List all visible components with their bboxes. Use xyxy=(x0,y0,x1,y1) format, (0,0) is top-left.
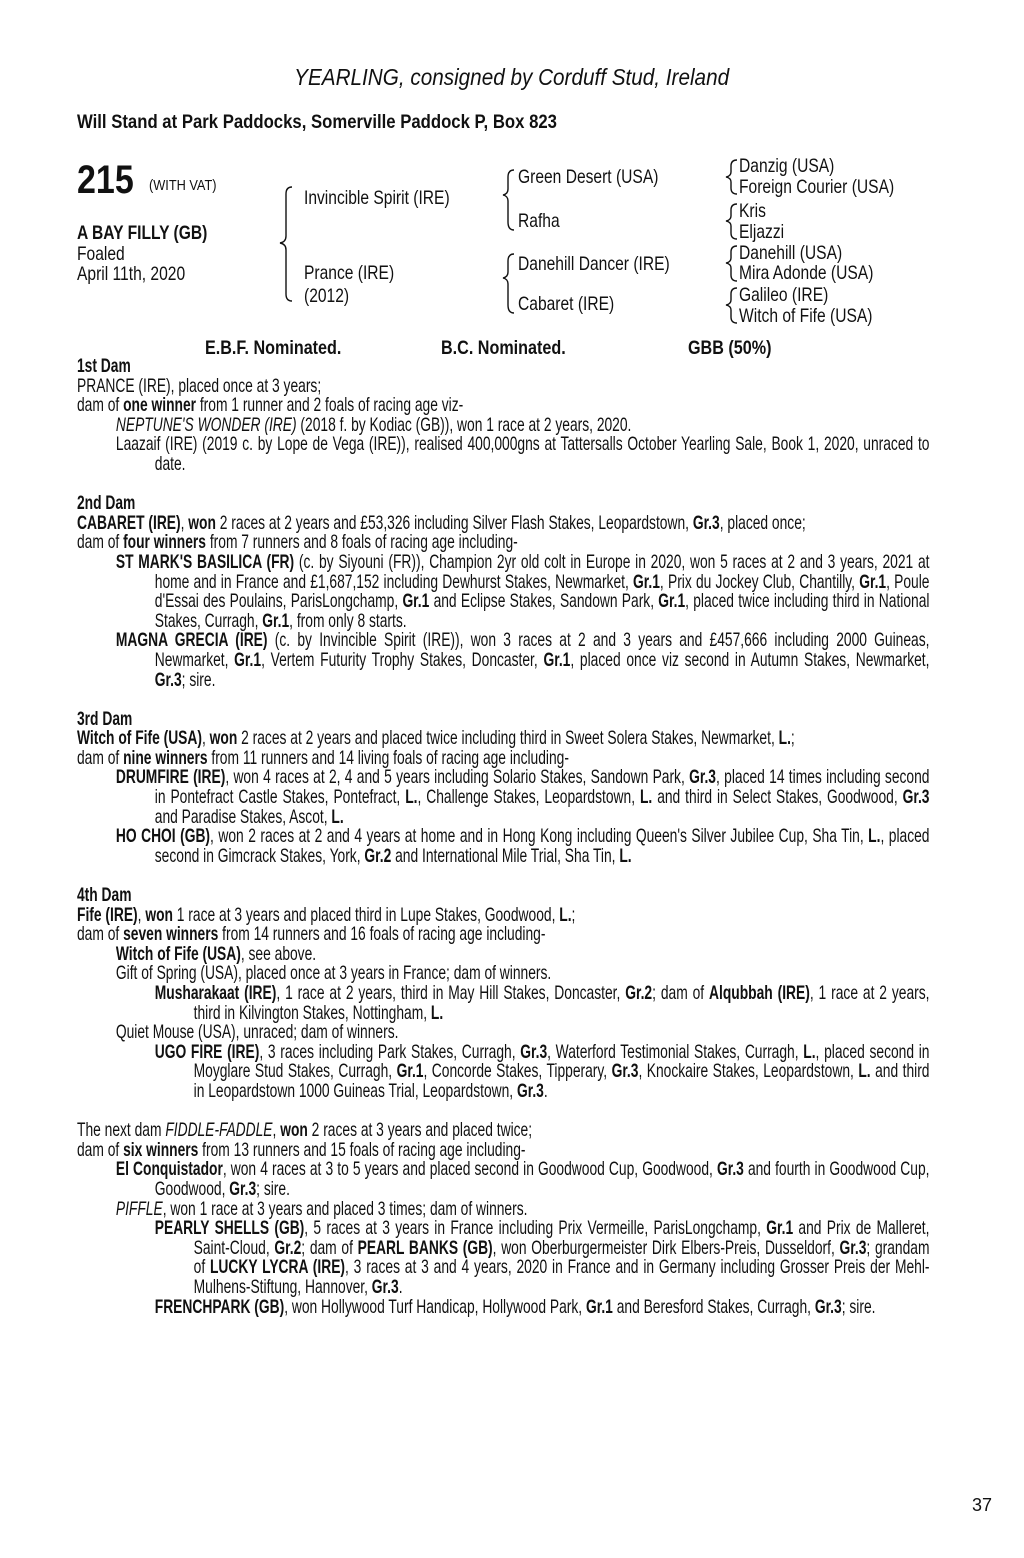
produce-record xyxy=(77,357,929,1317)
highlighted-text: DRUMFIRE (IRE) xyxy=(115,767,226,789)
highlighted-text: Gr.1 xyxy=(859,571,887,593)
record-paragraph xyxy=(77,514,929,534)
text: 4th Dam xyxy=(77,885,132,907)
text: ; sire. xyxy=(841,1296,876,1318)
text: from 14 runners and 16 foals of racing age including- xyxy=(218,924,546,946)
spacer xyxy=(77,1102,929,1122)
pedigree-dam-sire: Danehill Dancer (IRE) xyxy=(518,253,670,275)
pedigree-dam-dam: Cabaret (IRE) xyxy=(518,293,615,315)
highlighted-text: L. xyxy=(619,845,632,867)
text: dam of xyxy=(77,395,124,417)
highlighted-text: L. xyxy=(405,787,418,809)
highlighted-text: PEARL BANKS (GB) xyxy=(357,1237,493,1259)
text: and third in Leopardstown 1000 Guineas Trial, Leopardstown, xyxy=(193,1061,930,1102)
text: 1 race at 3 years and placed third in Lupe Stakes, Goodwood, xyxy=(172,904,560,926)
highlighted-text: L. xyxy=(868,826,881,848)
record-paragraph xyxy=(77,1023,929,1043)
lot-number: 215 xyxy=(77,158,134,202)
highlighted-text: Fife (IRE) xyxy=(77,904,138,926)
record-paragraph xyxy=(77,827,929,866)
text: , won 2 races at 2 and 4 years at home and in Hong Kong including Queen's Silver Jubilee Cup, Sha Tin, xyxy=(210,826,869,848)
highlighted-text: Gr.1 xyxy=(396,1061,424,1083)
highlighted-text: Gr.1 xyxy=(262,610,290,632)
text: ; xyxy=(790,728,795,750)
section-heading xyxy=(77,494,929,514)
pedigree-sire: Invincible Spirit (IRE) xyxy=(304,187,450,209)
highlighted-text: Alqubbah (IRE) xyxy=(709,983,810,1004)
text: The next dam xyxy=(77,1120,166,1142)
record-paragraph xyxy=(77,984,929,1023)
highlighted-text: Gr.3 xyxy=(902,787,930,809)
highlighted-text: LUCKY LYCRA (IRE) xyxy=(209,1257,346,1279)
record-paragraph xyxy=(77,945,929,965)
record-paragraph xyxy=(77,631,929,690)
pedigree-gen3: Danehill (USA) xyxy=(739,242,843,264)
foaled-label: Foaled xyxy=(77,243,125,265)
text: and Eclipse Stakes, Sandown Park, xyxy=(429,591,659,613)
record-paragraph xyxy=(77,749,929,769)
highlighted-text: L. xyxy=(639,787,653,809)
highlighted-text: Gr.3 xyxy=(520,1041,548,1063)
text: and Paradise Stakes, Ascot, xyxy=(154,806,332,828)
highlighted-text: won xyxy=(280,1120,308,1142)
highlighted-text: Gr.3 xyxy=(716,1159,744,1181)
text: , Vertem Futurity Trophy Stakes, Doncaster, xyxy=(261,649,544,671)
bc-nomination: B.C. Nominated. xyxy=(441,338,566,359)
text: PRANCE (IRE), placed once at 3 years; xyxy=(77,375,322,397)
text: , Poule d'Essai des Poulains, ParisLongchamp, xyxy=(154,571,930,613)
text: ; sire. xyxy=(256,1178,290,1200)
text: ; dam of xyxy=(652,983,710,1004)
highlighted-text: Gr.1 xyxy=(585,1296,613,1318)
text: 2 races at 2 years and placed twice including third in Sweet Solera Stakes, Newmarket, xyxy=(237,728,779,750)
text: , Challenge Stakes, Leopardstown, xyxy=(417,787,640,809)
highlighted-text: ST MARK'S BASILICA (FR) xyxy=(115,551,295,573)
text: , placed second in Moyglare Stud Stakes, Curragh, xyxy=(193,1041,930,1083)
text: and International Mile Trial, Sha Tin, xyxy=(391,845,620,867)
highlighted-text: Gr.3 xyxy=(692,512,720,534)
text: 1st Dam xyxy=(77,356,131,377)
text: dam of xyxy=(77,747,124,769)
highlighted-text: FRENCHPARK (GB) xyxy=(154,1296,285,1318)
spacer xyxy=(77,475,929,495)
text: ; grandam of xyxy=(193,1237,930,1279)
text: dam of xyxy=(77,1139,124,1161)
record-paragraph xyxy=(77,377,929,397)
text: , 1 race at 2 years, third in Kilvington Stakes, Nottingham, xyxy=(193,983,930,1024)
text: , xyxy=(272,1120,281,1142)
text: 2nd Dam xyxy=(77,493,136,515)
record-paragraph xyxy=(77,1298,929,1318)
record-paragraph xyxy=(77,553,929,631)
text: dam of xyxy=(77,532,124,554)
text: from 7 runners and 8 foals of racing age including- xyxy=(205,532,518,554)
highlighted-text: Gr.2 xyxy=(274,1237,302,1259)
text: dam of xyxy=(77,924,124,946)
pedigree-gen3: Galileo (IRE) xyxy=(739,284,829,306)
pedigree-gen3: Eljazzi xyxy=(739,221,785,243)
highlighted-text: Gr.3 xyxy=(814,1296,842,1318)
text: , placed 14 times including second in Pontefract Castle Stakes, Pontefract, xyxy=(154,767,930,809)
highlighted-text: nine winners xyxy=(123,747,208,769)
italic-name: NEPTUNE'S WONDER (IRE) xyxy=(115,414,297,436)
record-paragraph xyxy=(77,906,929,926)
highlighted-text: Witch of Fife (USA) xyxy=(77,728,202,750)
highlighted-text: L. xyxy=(803,1041,816,1063)
text: , see above. xyxy=(240,943,317,965)
text: . xyxy=(398,1276,403,1298)
highlighted-text: six winners xyxy=(123,1139,199,1161)
highlighted-text: L. xyxy=(331,806,344,828)
text: (c. by Siyouni (FR)), Champion 2yr old colt in Europe in 2020, won 5 races at 2 and 3 years, 2021 at home and in France and £1,687,152 including Dewhurst Stakes, Newmarket, xyxy=(154,551,930,593)
text: , from only 8 starts. xyxy=(289,610,407,632)
text: 3rd Dam xyxy=(77,708,133,730)
record-paragraph xyxy=(77,768,929,827)
text: ; dam of xyxy=(301,1237,358,1259)
pedigree-brackets xyxy=(0,0,1024,340)
horse-name: A BAY FILLY (GB) xyxy=(77,222,208,244)
highlighted-text: MAGNA GRECIA (IRE) xyxy=(115,630,268,652)
text: from 11 runners and 14 living foals of racing age including- xyxy=(207,747,569,769)
text: , 1 race at 2 years, third in May Hill Stakes, Doncaster, xyxy=(276,983,626,1004)
highlighted-text: Gr.1 xyxy=(543,649,571,671)
pedigree-gen3: Danzig (USA) xyxy=(739,155,835,177)
text: , 5 races at 3 years in France including Prix Vermeille, ParisLongchamp, xyxy=(304,1218,767,1240)
highlighted-text: El Conquistador xyxy=(115,1159,223,1181)
highlighted-text: won xyxy=(145,904,173,926)
highlighted-text: Gr.2 xyxy=(625,983,653,1004)
page-number: 37 xyxy=(971,1495,992,1515)
italic-name: PIFFLE xyxy=(115,1198,163,1220)
pedigree-gen3: Mira Adonde (USA) xyxy=(739,262,874,284)
pedigree-gen3: Foreign Courier (USA) xyxy=(739,176,895,198)
record-paragraph xyxy=(77,1160,929,1199)
highlighted-text: Gr.1 xyxy=(766,1218,794,1240)
highlighted-text: Gr.3 xyxy=(689,767,716,789)
record-paragraph xyxy=(77,729,929,749)
text: , Concorde Stakes, Tipperary, xyxy=(423,1061,612,1083)
gbb-status: GBB (50%) xyxy=(688,338,772,359)
highlighted-text: seven winners xyxy=(123,924,219,946)
record-paragraph xyxy=(77,1219,929,1297)
text: from 1 runner and 2 foals of racing age viz- xyxy=(196,395,464,417)
text: ; xyxy=(571,904,576,926)
text: from 13 runners and 15 foals of racing age including- xyxy=(198,1139,526,1161)
text: , won 4 races at 2, 4 and 5 years including Solario Stakes, Sandown Park, xyxy=(225,767,690,789)
text: , placed second in Gimcrack Stakes, York, xyxy=(154,826,930,867)
pedigree-gen3: Kris xyxy=(739,200,766,222)
text: , won Hollywood Turf Handicap, Hollywood Park, xyxy=(284,1296,586,1318)
pedigree-sire-sire: Green Desert (USA) xyxy=(518,166,659,188)
highlighted-text: won xyxy=(209,728,238,750)
record-paragraph xyxy=(77,1200,929,1220)
page-title: YEARLING, consigned by Corduff Stud, Ireland xyxy=(294,64,730,90)
text: Quiet Mouse (USA), unraced; dam of winners. xyxy=(115,1022,399,1044)
highlighted-text: Gr.3 xyxy=(154,669,182,691)
highlighted-text: four winners xyxy=(123,532,206,554)
highlighted-text: won xyxy=(188,512,216,534)
section-heading xyxy=(77,710,929,730)
spacer xyxy=(77,690,929,710)
highlighted-text: Gr.3 xyxy=(839,1237,867,1259)
highlighted-text: Gr.3 xyxy=(516,1080,544,1102)
highlighted-text: Gr.1 xyxy=(234,649,262,671)
highlighted-text: Gr.1 xyxy=(633,571,660,593)
record-paragraph xyxy=(77,1043,929,1102)
text: and Beresford Stakes, Curragh, xyxy=(612,1296,815,1318)
text: , 3 races including Park Stakes, Curragh, xyxy=(259,1041,521,1063)
highlighted-text: HO CHOI (GB) xyxy=(115,826,211,848)
text: ; sire. xyxy=(181,669,216,691)
stand-location: Will Stand at Park Paddocks, Somerville Paddock P, Box 823 xyxy=(77,112,557,133)
record-paragraph xyxy=(77,1141,929,1161)
highlighted-text: L. xyxy=(778,728,791,750)
text: , placed once viz second in Autumn Stakes, Newmarket, xyxy=(570,649,930,671)
highlighted-text: L. xyxy=(858,1061,871,1083)
record-paragraph xyxy=(77,435,929,474)
text: and third in Select Stakes, Goodwood, xyxy=(652,787,903,809)
foaled-date: April 11th, 2020 xyxy=(77,263,186,285)
text: , won Oberburgermeister Dirk Elbers-Preis, Dusseldorf, xyxy=(492,1237,840,1259)
highlighted-text: UGO FIRE (IRE) xyxy=(154,1041,260,1063)
highlighted-text: CABARET (IRE) xyxy=(77,512,181,534)
record-paragraph xyxy=(77,964,929,984)
record-paragraph xyxy=(77,396,929,416)
record-paragraph xyxy=(77,533,929,553)
text: , Prix du Jockey Club, Chantilly, xyxy=(659,571,860,593)
text: , 3 races at 3 and 4 years, 2020 in France and in Germany including Grosser Preis der Mehl-Mulhens-Stiftung, Hannover, xyxy=(193,1257,930,1298)
text: Gift of Spring (USA), placed once at 3 years in France; dam of winners. xyxy=(115,963,552,985)
highlighted-text: Gr.1 xyxy=(402,591,430,613)
text: and fourth in Goodwood Cup, Goodwood, xyxy=(154,1159,930,1200)
highlighted-text: one winner xyxy=(123,395,197,417)
text: , Waterford Testimonial Stakes, Curragh, xyxy=(547,1041,804,1063)
text: (2018 f. by Kodiac (GB)), won 1 race at 2 years, 2020. xyxy=(296,414,632,436)
highlighted-text: L. xyxy=(559,904,572,926)
highlighted-text: Gr.2 xyxy=(364,845,392,867)
highlighted-text: Musharakaat (IRE) xyxy=(154,983,277,1004)
section-heading xyxy=(77,357,929,377)
text: and Prix de Malleret, Saint-Cloud, xyxy=(193,1218,930,1259)
highlighted-text: PEARLY SHELLS (GB) xyxy=(154,1218,305,1240)
text: , Knockaire Stakes, Leopardstown, xyxy=(638,1061,859,1083)
text: , placed once; xyxy=(719,512,806,534)
record-paragraph xyxy=(77,1121,929,1141)
text: , xyxy=(180,512,189,534)
ebf-nomination: E.B.F. Nominated. xyxy=(205,338,342,359)
highlighted-text: Gr.3 xyxy=(611,1061,639,1083)
text: , placed twice including third in National Stakes, Curragh, xyxy=(154,591,930,632)
highlighted-text: Gr.1 xyxy=(658,591,686,613)
pedigree-dam-year: (2012) xyxy=(304,285,350,307)
pedigree-dam: Prance (IRE) xyxy=(304,262,395,284)
highlighted-text: Witch of Fife (USA) xyxy=(115,943,241,965)
text: , won 1 race at 3 years and placed 3 times; dam of winners. xyxy=(162,1198,528,1220)
text: , xyxy=(137,904,146,926)
highlighted-text: Gr.3 xyxy=(371,1276,399,1298)
pedigree-sire-dam: Rafha xyxy=(518,210,560,232)
text: (c. by Invincible Spirit (IRE)), won 3 races at 2 and 3 years and £457,666 including 2000 Guineas, Newmarket, xyxy=(154,630,930,671)
text: 2 races at 3 years and placed twice; xyxy=(307,1120,533,1142)
text: , xyxy=(201,728,210,750)
italic-name: FIDDLE-FADDLE xyxy=(165,1120,273,1142)
highlighted-text: Gr.3 xyxy=(229,1178,257,1200)
pedigree-gen3: Witch of Fife (USA) xyxy=(739,305,873,327)
record-paragraph xyxy=(77,416,929,436)
section-heading xyxy=(77,886,929,906)
record-paragraph xyxy=(77,925,929,945)
text: Laazaif (IRE) (2019 c. by Lope de Vega (IRE)), realised 400,000gns at Tattersalls October Yearling Sale, Book 1, 2020, unraced to date. xyxy=(115,434,930,475)
vat-note: (WITH VAT) xyxy=(149,177,217,194)
text: , won 4 races at 3 to 5 years and placed second in Goodwood Cup, Goodwood, xyxy=(222,1159,717,1181)
text: . xyxy=(543,1080,548,1102)
highlighted-text: L. xyxy=(430,1002,444,1024)
text: 2 races at 2 years and £53,326 including Silver Flash Stakes, Leopardstown, xyxy=(215,512,693,534)
spacer xyxy=(77,866,929,886)
